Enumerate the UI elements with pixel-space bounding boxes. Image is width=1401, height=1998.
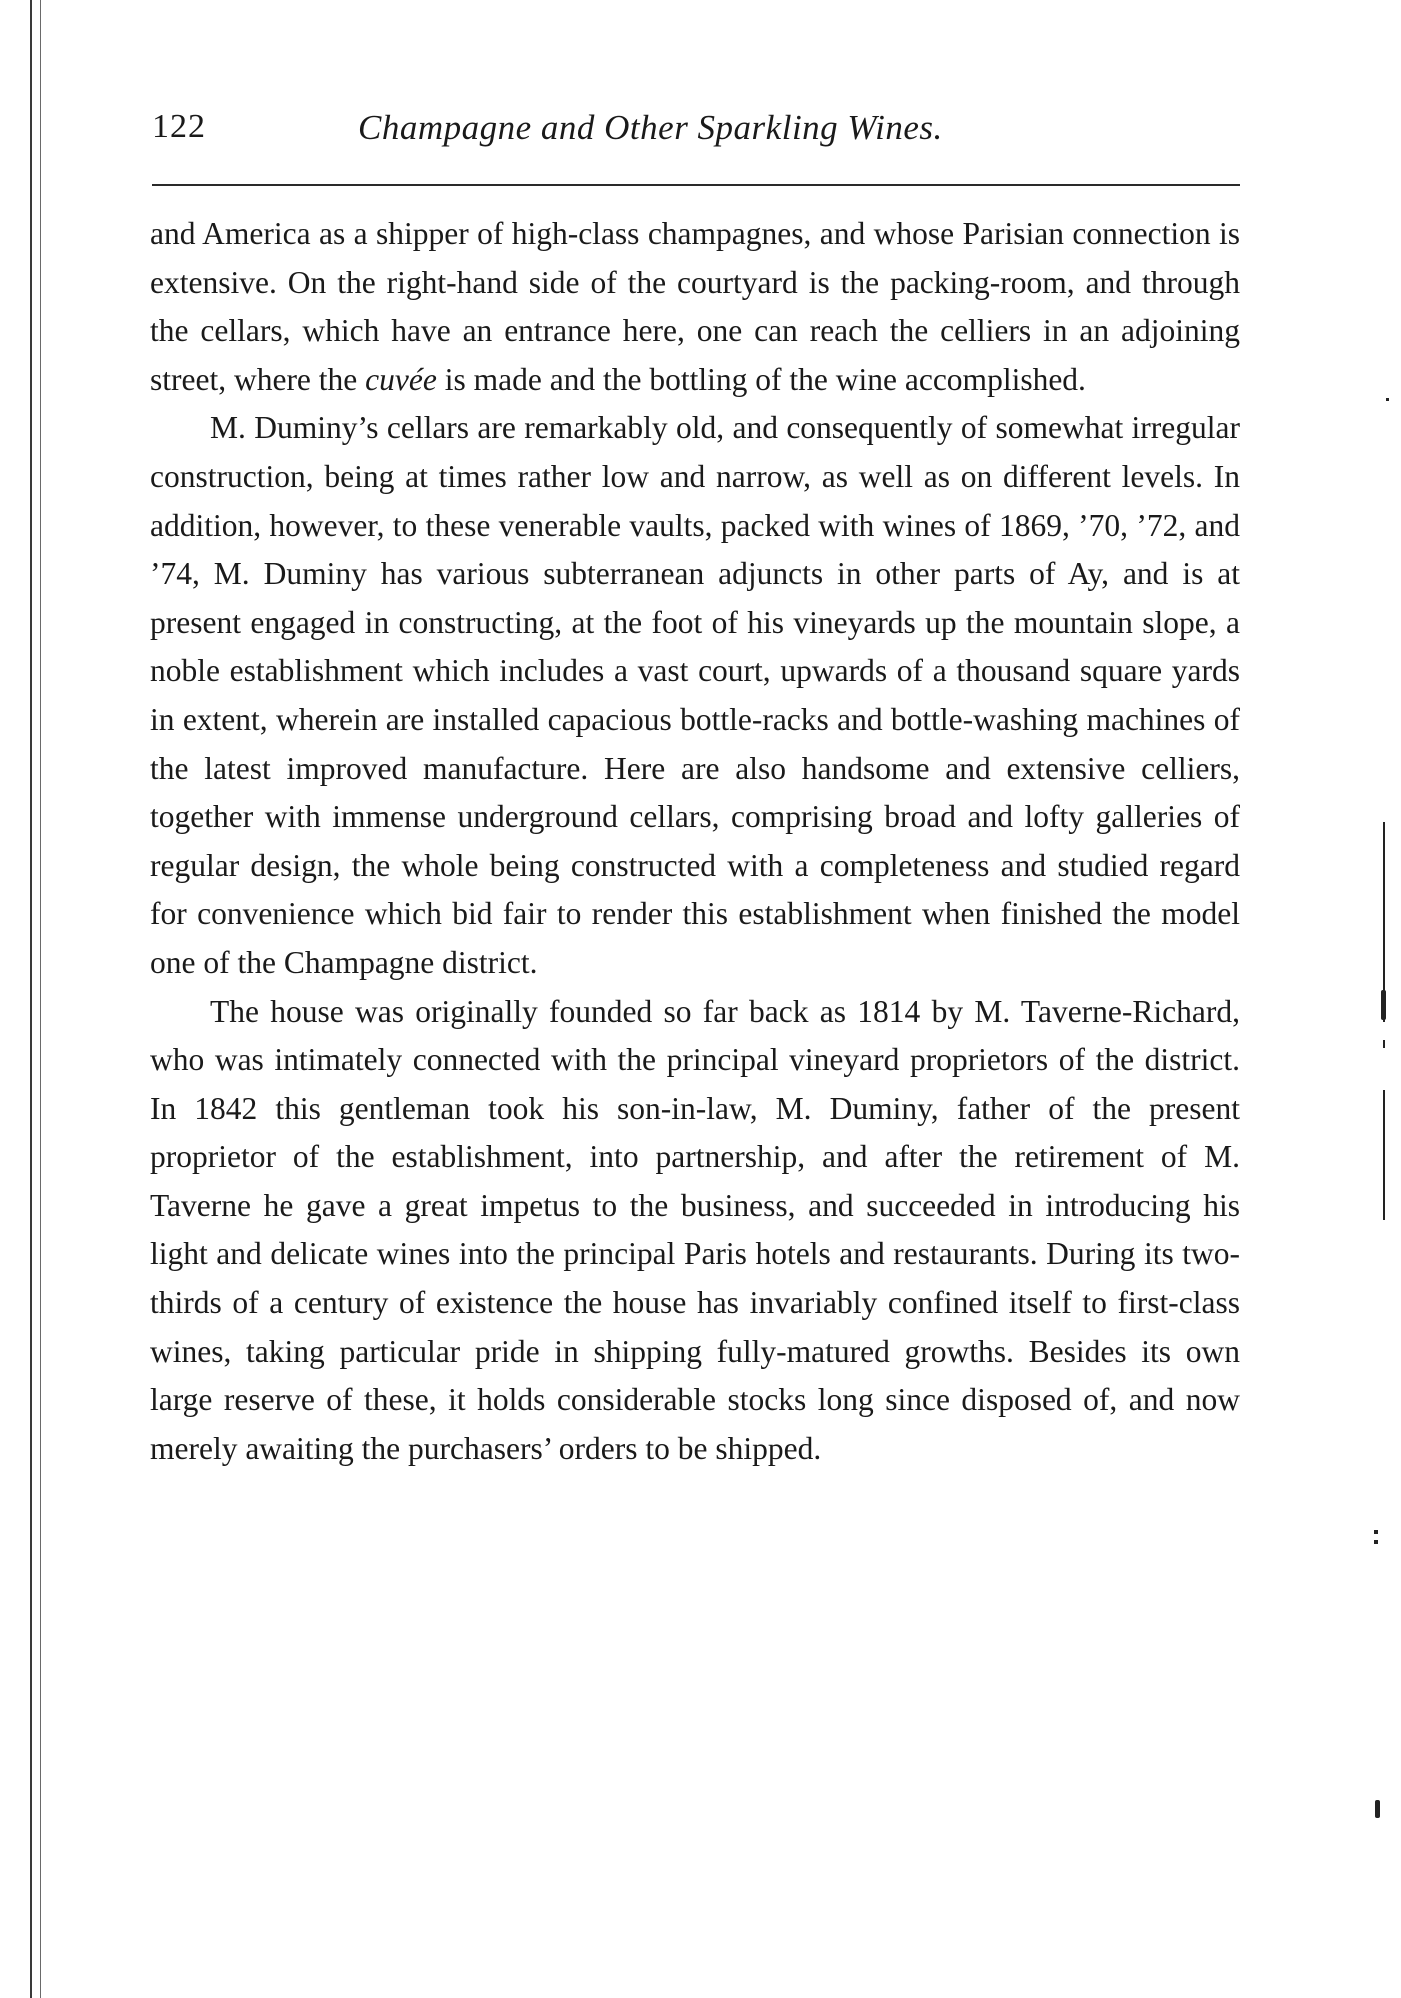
scan-artifact-mark [1375,1800,1380,1818]
binding-edge-line [40,0,41,1998]
scan-artifact-mark [1374,1540,1378,1544]
running-title: Champagne and Other Sparkling Wines. [358,108,943,147]
scan-artifact-mark [1383,1090,1385,1220]
paragraph-3: The house was originally founded so far back as 1814 by M. Taverne-Richard, who was intimately connected with the principal vineyard proprietors of the district. In 1842 this gentleman took his son-in-law, M. Duminy, father of the present proprietor of the establishment, into partnership, and after the retirement of M. Taverne he gave a great impetus to the business, and succeeded in introducing his light and delicate wines into the principal Paris hotels and restaurants. During its two-thirds of a century of existence the house has invariably confined itself to first-class wines, taking particular pride in shipping fully-matured growths. Besides its own large reserve of these, it holds considerable stocks long since disposed of, and now merely awaiting the purchasers’ orders to be shipped. [150,993,1240,1466]
header-rule [152,184,1240,186]
running-head [152,108,1242,158]
page-number: 122 [152,108,206,145]
scan-artifact-mark [1374,1530,1378,1534]
scan-artifact-mark [1381,990,1386,1020]
body-text [150,210,1240,1473]
binding-edge-line [30,0,32,1998]
paragraph-2: M. Duminy’s cellars are remarkably old, and consequently of somewhat irregular construction, being at times rather low and narrow, as well as on different levels. In addition, however, to these venerable vaults, packed with wines of 1869, ’70, ’72, and ’74, M. Duminy has various subterranean adjuncts in other parts of Ay, and is at present engaged in constructing, at the foot of his vineyards up the mountain slope, a noble establishment which includes a vast court, upwards of a thousand square yards in extent, wherein are installed capacious bottle-racks and bottle-washing machines of the latest improved manufacture. Here are also handsome and extensive celliers, together with immense underground cellars, comprising broad and lofty galleries of regular design, the whole being constructed with a completeness and studied regard for convenience which bid fair to render this establishment when finished the model one of the Champagne district. [150,410,1240,980]
scan-artifact-mark [1383,1040,1385,1048]
scan-artifact-mark [1386,398,1389,401]
paragraph-1: and America as a shipper of high-class champagnes, and whose Parisian connection is extensive. On the right-hand side of the courtyard is the packing-room, and through the cellars, which have an entrance here, one can reach the celliers in an adjoining street, where the cuvée is made and the bottling of the wine accomplished. [150,216,1240,397]
italic-term: cuvée [365,361,437,397]
